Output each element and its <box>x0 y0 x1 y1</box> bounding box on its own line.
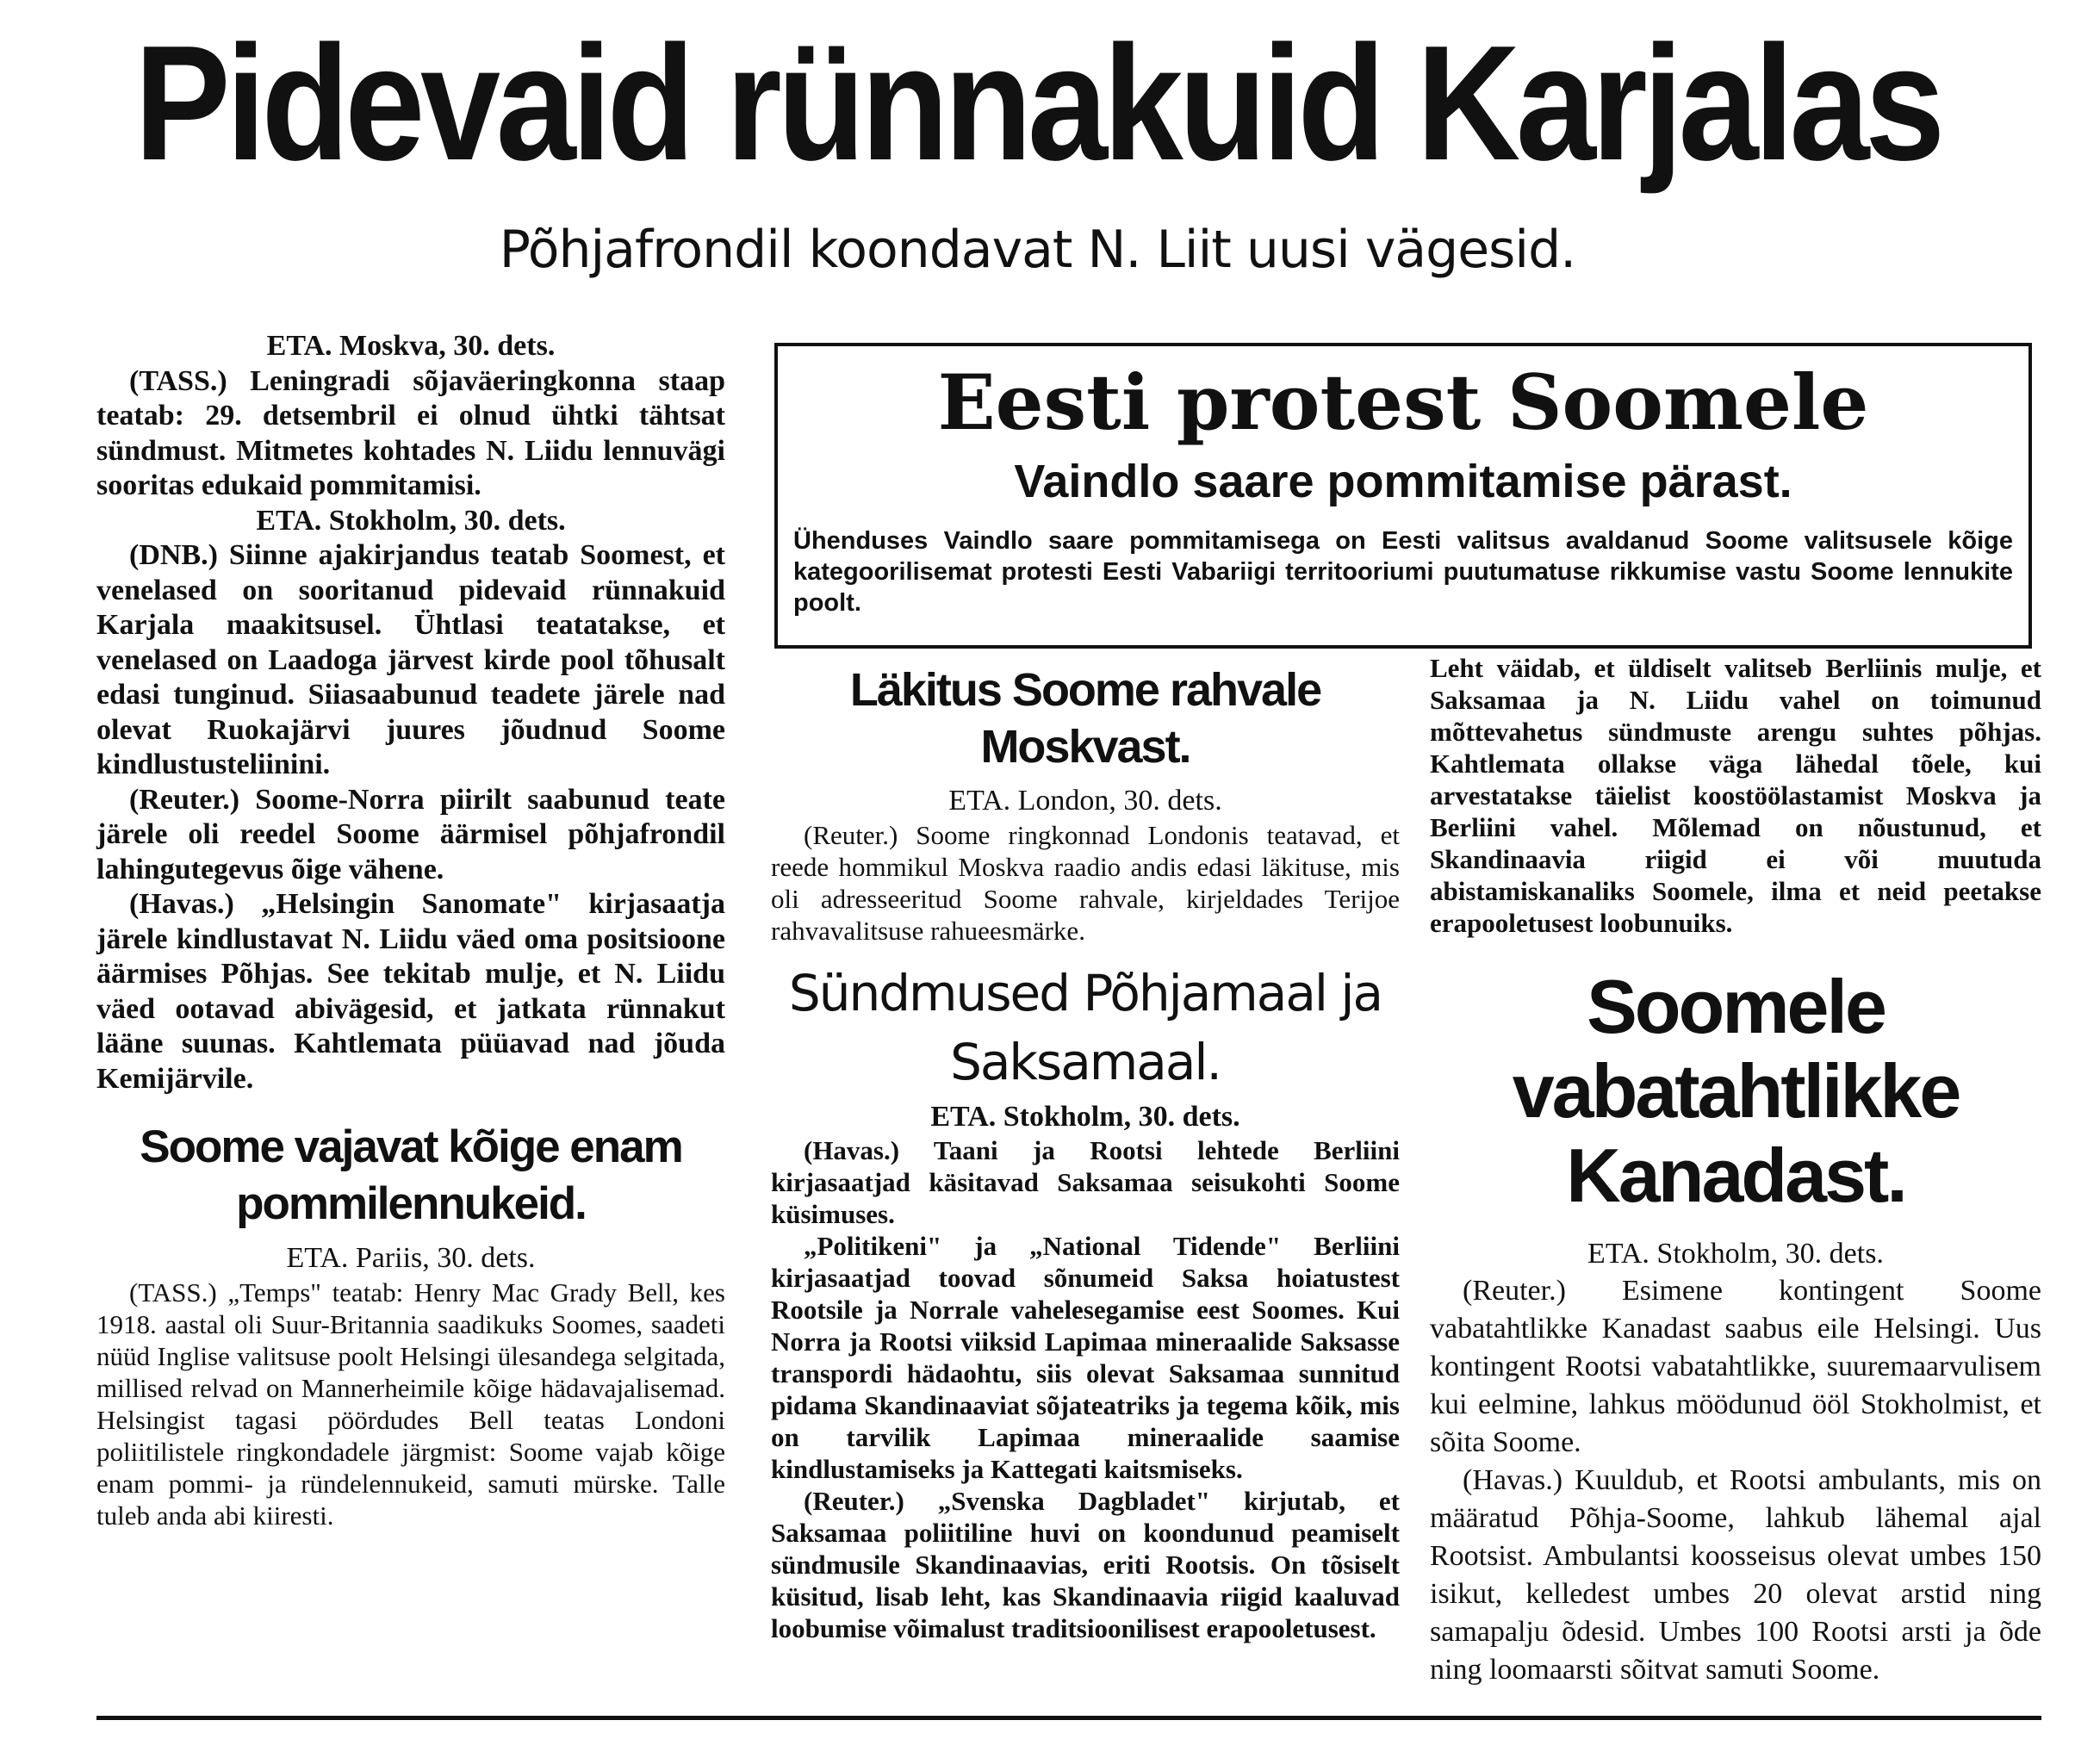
dateline: ETA. Stokholm, 30. dets. <box>1587 1238 1884 1270</box>
article-paragraph: (Reuter.) Esimene kontingent Soome vabatahtlikke Kanadast saabus eile Helsingi. Uus kontingent Rootsi vabatahtlikke, suuremaarvulisem kui eelmine, lahkus möödunud ööl Stokholmist, et sõita Soome. <box>1430 1274 2041 1458</box>
dateline: ETA. Moskva, 30. dets. <box>266 330 556 362</box>
article-paragraph: Leht väidab, et üldiselt valitseb Berliinis mulje, et Saksamaa ja N. Liidu vahel on toimunud mõttevahetus sündmuste arengu suhtes põhjas. Kahtlemata ollakse väga lähedal tõele, kui arvestatakse täielist koostöölastamist Moskva ja Berliini vahel. Mõlemad on nõustunud, et Skandinaavia riigid ei või muutuda abistamiskanaliks Soomele, ilma et neid peetakse erapooletusest loobunuiks. <box>1430 653 2041 938</box>
article-headline: Soomele vabatahtlikke Kanadast. <box>1512 964 1960 1218</box>
notice-subtitle: Vaindlo saare pommitamise pärast. <box>1014 456 1792 507</box>
article-headline: Sündmused Põhjamaal ja Saksamaal. <box>788 963 1382 1091</box>
article-paragraph: (Reuter.) Soome-Norra piirilt saabunud teate järele oli reedel Soome äärmisel põhjafrondil lahingutegevus õige vähene. <box>96 783 725 885</box>
bottom-rule <box>96 1716 2041 1720</box>
article-headline: Soome vajavat kõige enam pommilennukeid. <box>140 1121 682 1229</box>
dateline: ETA. Stokholm, 30. dets. <box>930 1100 1240 1133</box>
article-headline: Läkitus Soome rahvale Moskvast. <box>849 664 1321 773</box>
article-column-middle <box>771 655 1400 1644</box>
article-column-right <box>1430 652 2041 1689</box>
boxed-notice <box>774 343 2032 649</box>
page-headline: Pidevaid rünnakuid Karjalas <box>134 12 1941 195</box>
dateline: ETA. Stokholm, 30. dets. <box>256 504 566 537</box>
page-subheadline: Põhjafrondil koondavat N. Liit uusi vägesid. <box>499 220 1576 280</box>
notice-title: Eesti protest Soomele <box>937 357 1869 447</box>
dateline: ETA. London, 30. dets. <box>948 785 1222 817</box>
article-paragraph: (Reuter.) Soome ringkonnad Londonis teatavad, et reede hommikul Moskva raadio andis edasi läkituse, mis oli adresseeritud Soome rahvale, kirjeldades Terijoe rahvavalitsuse rahueesmärke. <box>771 819 1400 946</box>
dateline: ETA. Pariis, 30. dets. <box>286 1242 536 1274</box>
article-paragraph: (TASS.) Leningradi sõjaväeringkonna staap teatab: 29. detsembril ei olnud ühtki tähtsat sündmust. Mitmetes kohtades N. Liidu lennuvägi sooritas edukaid pommitamisi. <box>96 364 725 501</box>
article-paragraph: (DNB.) Siinne ajakirjandus teatab Soomest, et venelased on sooritanud pidevaid rünnakuid Karjala maakitsusel. Ühtlasi teatatakse, et venelased on Laadoga järvest kirde pool tõhusalt edasi tunginud. Siiasaabunud teadete järele nad olevat Ruokajärvi juures jõudnud Soome kindlustusteliinini. <box>96 539 725 780</box>
notice-text: Ühenduses Vaindlo saare pommitamisega on Eesti valitsus avaldanud Soome valitsusele kõige kategoorilisemat protesti Eesti Vabariigi territooriumi puutumatuse rikkumise vastu Soome lennukite poolt. <box>793 527 2013 617</box>
article-paragraph: (Havas.) „Helsingin Sanomate" kirjasaatja järele kindlustavat N. Liidu väed oma positsioone äärmises Põhjas. See tekitab mulje, et N. Liidu väed ootavad abivägesid, et jatkata rünnakut lääne suunas. Kahtlemata püüavad nad jõuda Kemijärvile. <box>96 888 725 1095</box>
article-paragraph: „Politikeni" ja „National Tidende" Berliini kirjasaatjad toovad sõnumeid Saksa hoiatustest Rootsile ja Norrale vahelesegamise eest Soomes. Kui Norra ja Rootsi viiksid Lapimaa mineraalide Saksasse transpordi hädaohtu, siis olevat Saksamaa sunnitud pidama Skandinaaviat sõjateatriks ja tegema kõik, mis on tarvilik Lapimaa mineraalide saamise kindlustamiseks ja Kattegati kaitsmiseks. <box>771 1231 1400 1484</box>
article-paragraph: (Havas.) Kuuldub, et Rootsi ambulants, mis on määratud Põhja-Soome, lahkub lähemal ajal Rootsist. Ambulantsi koosseisus olevat umbes 150 isikut, kelledest umbes 20 olevat arstid ning samapalju õdesid. Umbes 100 Rootsi arsti ja õde ning loomaarsti sõitvat samuti Soome. <box>1430 1463 2041 1686</box>
article-paragraph: (TASS.) „Temps" teatab: Henry Mac Grady Bell, kes 1918. aastal oli Suur-Britannia saadikuks Soomes, saadeti nüüd Inglise valitsuse poolt Helsingi ülesandega selgitada, millised relvad on Mannerheimile kõige hädavajalisemad. Helsingist tagasi pöördudes Bell teatas Londoni poliitilistele ringkondadele järgmist: Soome vajab kõige enam pommi- ja ründelennukeid, samuti mürske. Talle tuleb anda abi kiiresti. <box>96 1276 725 1531</box>
article-paragraph: (Havas.) Taani ja Rootsi lehtede Berliini kirjasaatjad käsitavad Saksamaa seisukohti Soome küsimuses. <box>771 1135 1400 1229</box>
article-paragraph: (Reuter.) „Svenska Dagbladet" kirjutab, et Saksamaa poliitiline huvi on koondunud peamiselt sündmusile Skandinaavias, eriti Rootsis. On tõsiselt küsitud, lisab leht, kas Skandinaavia riigid kaaluvad loobumise võimalust traditsioonilisest erapooletusest. <box>771 1486 1400 1643</box>
article-column-left <box>96 329 725 1531</box>
